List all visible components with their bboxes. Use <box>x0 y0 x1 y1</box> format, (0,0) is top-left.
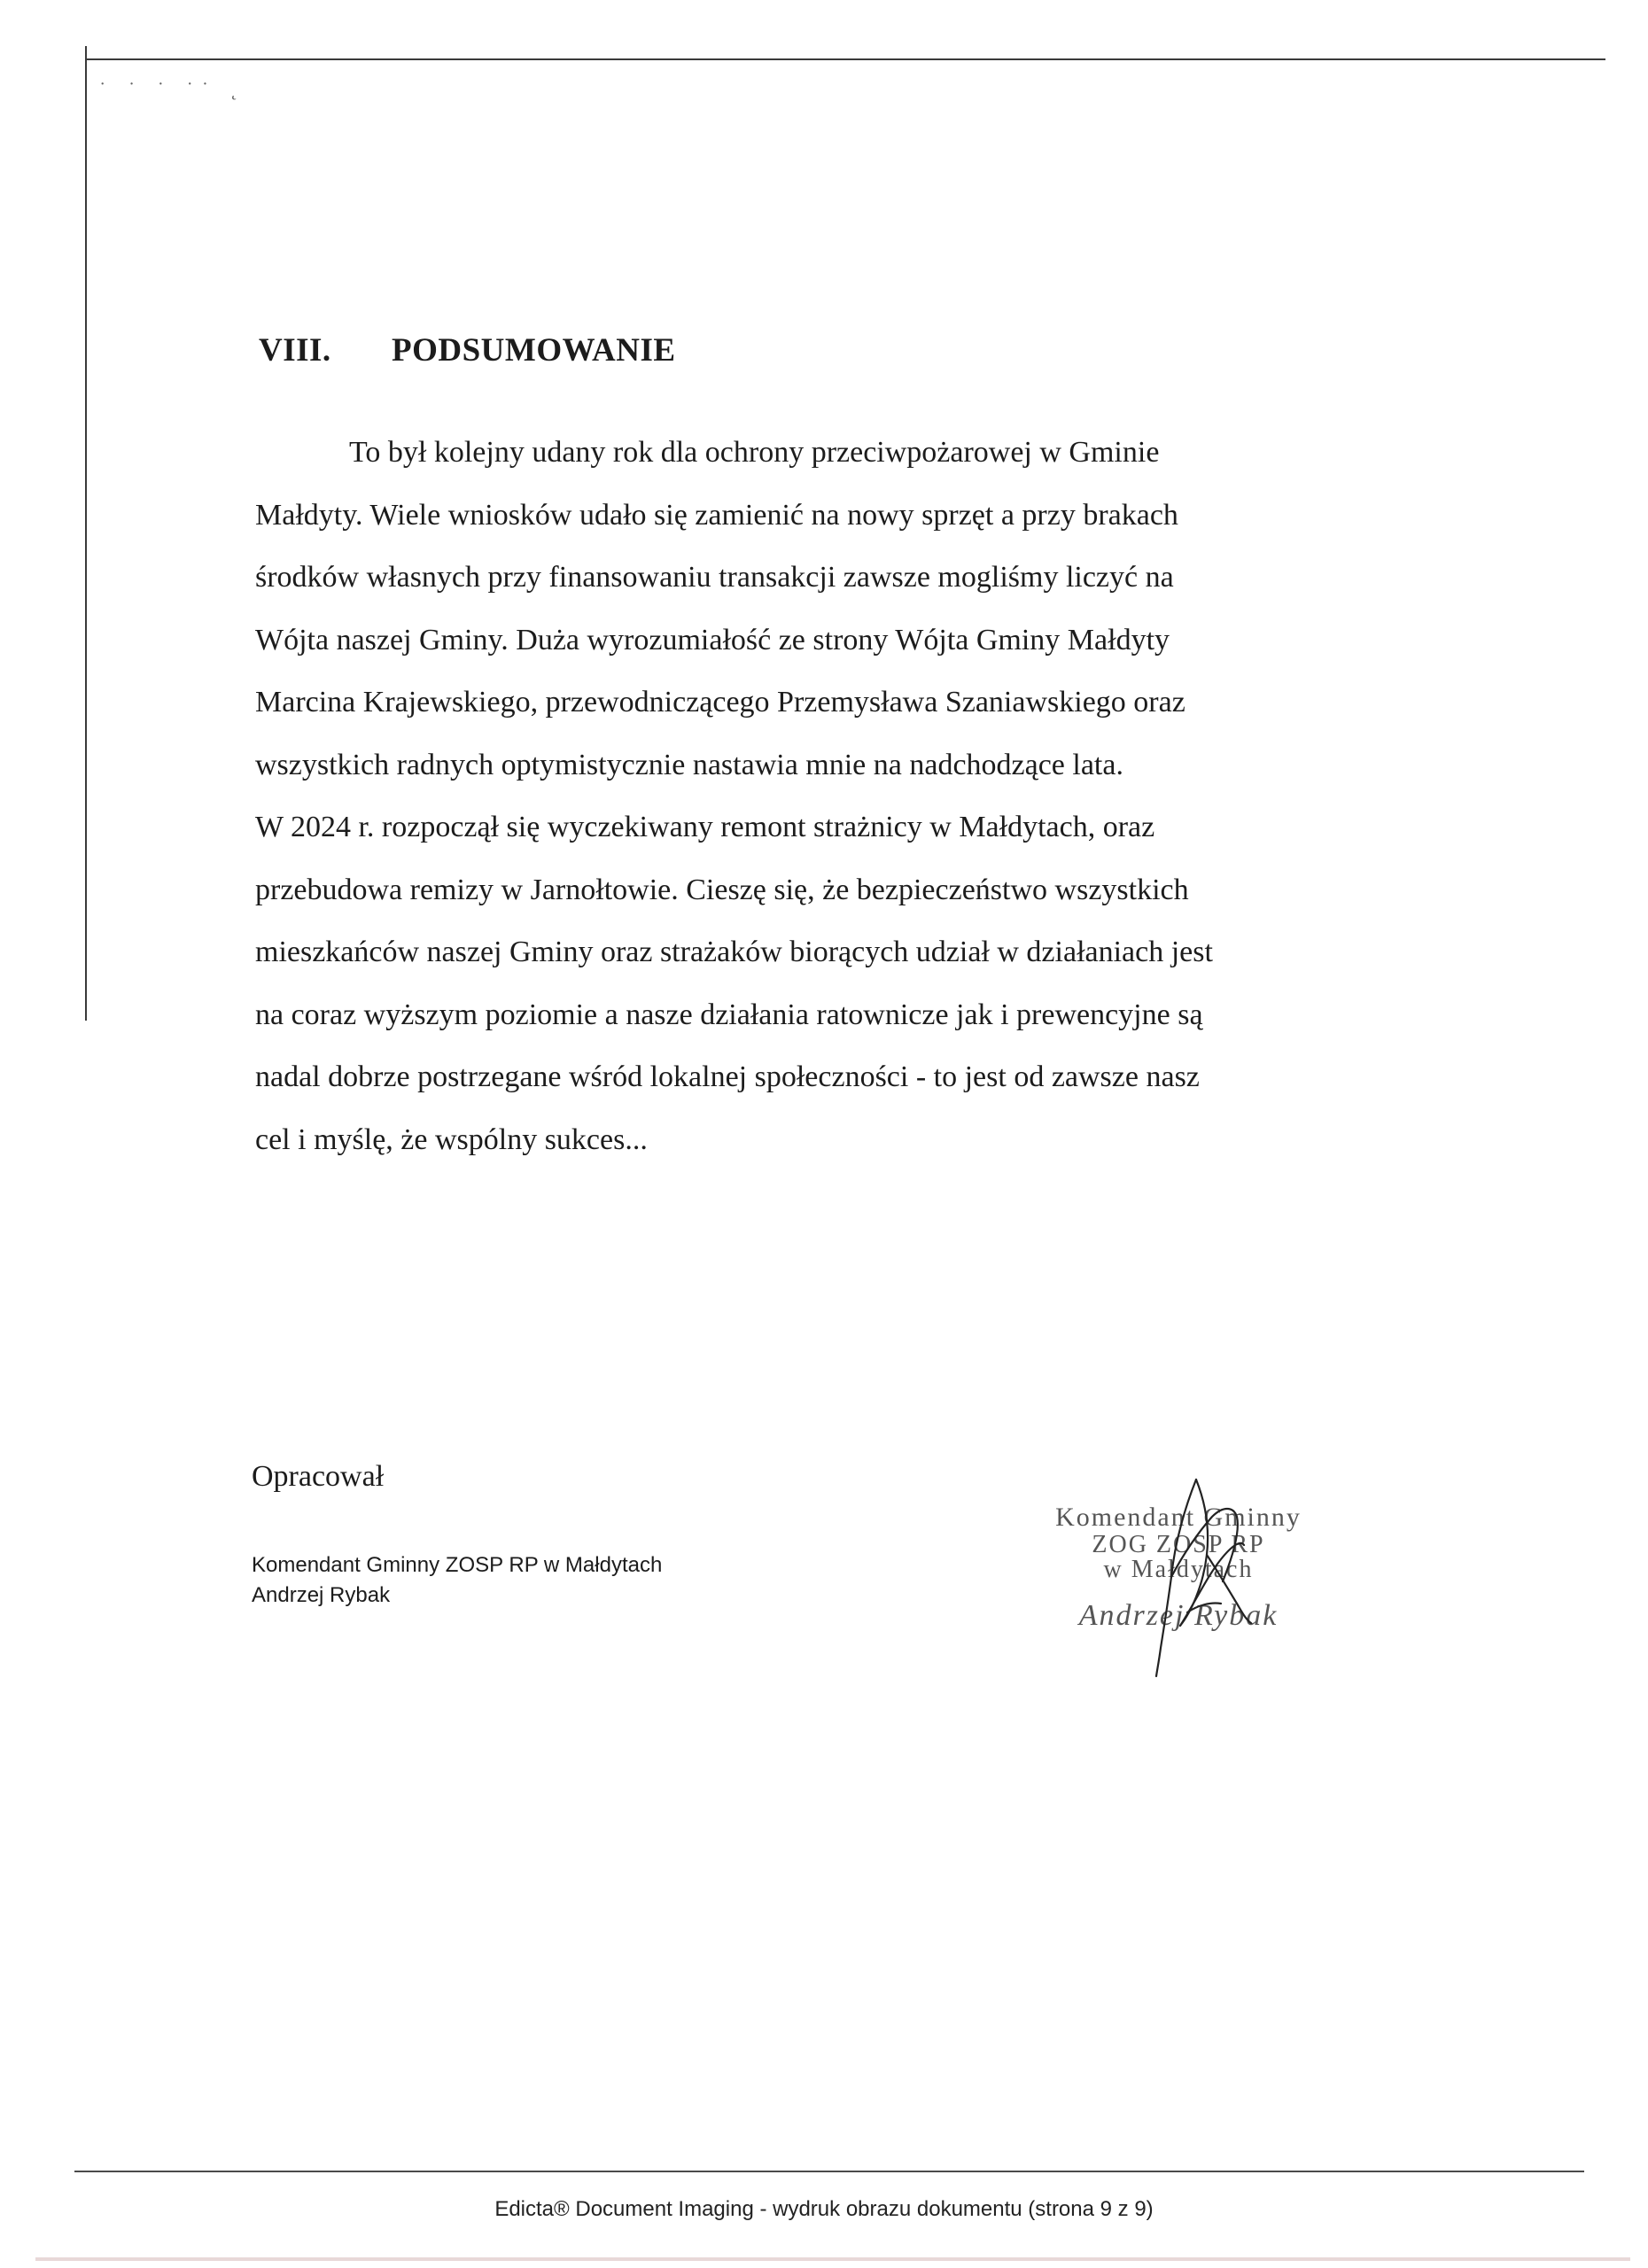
paragraph-line: Wójta naszej Gminy. Duża wyrozumiałość ze strony Wójta Gminy Małdyty <box>255 623 1170 656</box>
paragraph-line: przebudowa remizy w Jarnołtowie. Cieszę się, że bezpieczeństwo wszystkich <box>255 873 1189 906</box>
paragraph-line: W 2024 r. rozpoczął się wyczekiwany remont strażnicy w Małdytach, oraz <box>255 811 1155 843</box>
stamp-svg <box>975 1471 1347 1683</box>
paragraph-line: To był kolejny udany rok dla ochrony przeciwpożarowej w Gminie <box>349 436 1160 469</box>
author-name: Andrzej Rybak <box>252 1583 391 1607</box>
stamp-line-3: w Małdytach <box>1103 1556 1254 1583</box>
paragraph-line: cel i myślę, że wspólny sukces... <box>255 1122 648 1156</box>
paragraph-line: Małdyty. Wiele wniosków udało się zamienić na nowy sprzęt a przy brakach <box>255 498 1178 532</box>
author-block <box>252 1550 662 1611</box>
stamp-with-signature <box>975 1471 1347 1683</box>
section-title: PODSUMOWANIE <box>392 332 676 369</box>
paragraph-line: wszystkich radnych optymistycznie nastawia mnie na nadchodzące lata. <box>255 748 1123 781</box>
paragraph-line: Marcina Krajewskiego, przewodniczącego Przemysława Szaniawskiego oraz <box>255 686 1185 718</box>
section-number: VIII. <box>259 332 331 369</box>
summary-paragraph <box>255 422 1425 1171</box>
scan-frame-left-line <box>85 46 87 1021</box>
paragraph-line: na coraz wyższym poziomie a nasze działania ratownicze jak i prewencyjne są <box>255 998 1203 1031</box>
scan-specks: ˙ ˙ ˙ ˙˙ ˛ <box>99 78 246 100</box>
stamp-line-2: ZOG ZOSP RP <box>1092 1531 1265 1558</box>
section-heading <box>259 331 676 369</box>
footer-rule <box>74 2171 1584 2172</box>
paragraph-line: środków własnych przy finansowaniu transakcji zawsze mogliśmy liczyć na <box>255 561 1174 594</box>
author-position: Komendant Gminny ZOSP RP w Małdytach <box>252 1553 663 1577</box>
paragraph-line: nadal dobrze postrzegane wśród lokalnej społeczności - to jest od zawsze nasz <box>255 1060 1200 1093</box>
footer-caption: Edicta® Document Imaging - wydruk obrazu dokumentu (strona 9 z 9) <box>494 2197 1154 2221</box>
scan-frame-top-line <box>85 58 1605 60</box>
paragraph-line: mieszkańców naszej Gminy oraz strażaków biorących udział w działaniach jest <box>255 936 1213 968</box>
scan-bottom-edge <box>35 2257 1630 2261</box>
stamp-line-1: Komendant Gminny <box>1055 1503 1302 1532</box>
prepared-by-label: Opracował <box>252 1460 385 1493</box>
stamp-line-4: Andrzej Rybak <box>1078 1599 1279 1632</box>
